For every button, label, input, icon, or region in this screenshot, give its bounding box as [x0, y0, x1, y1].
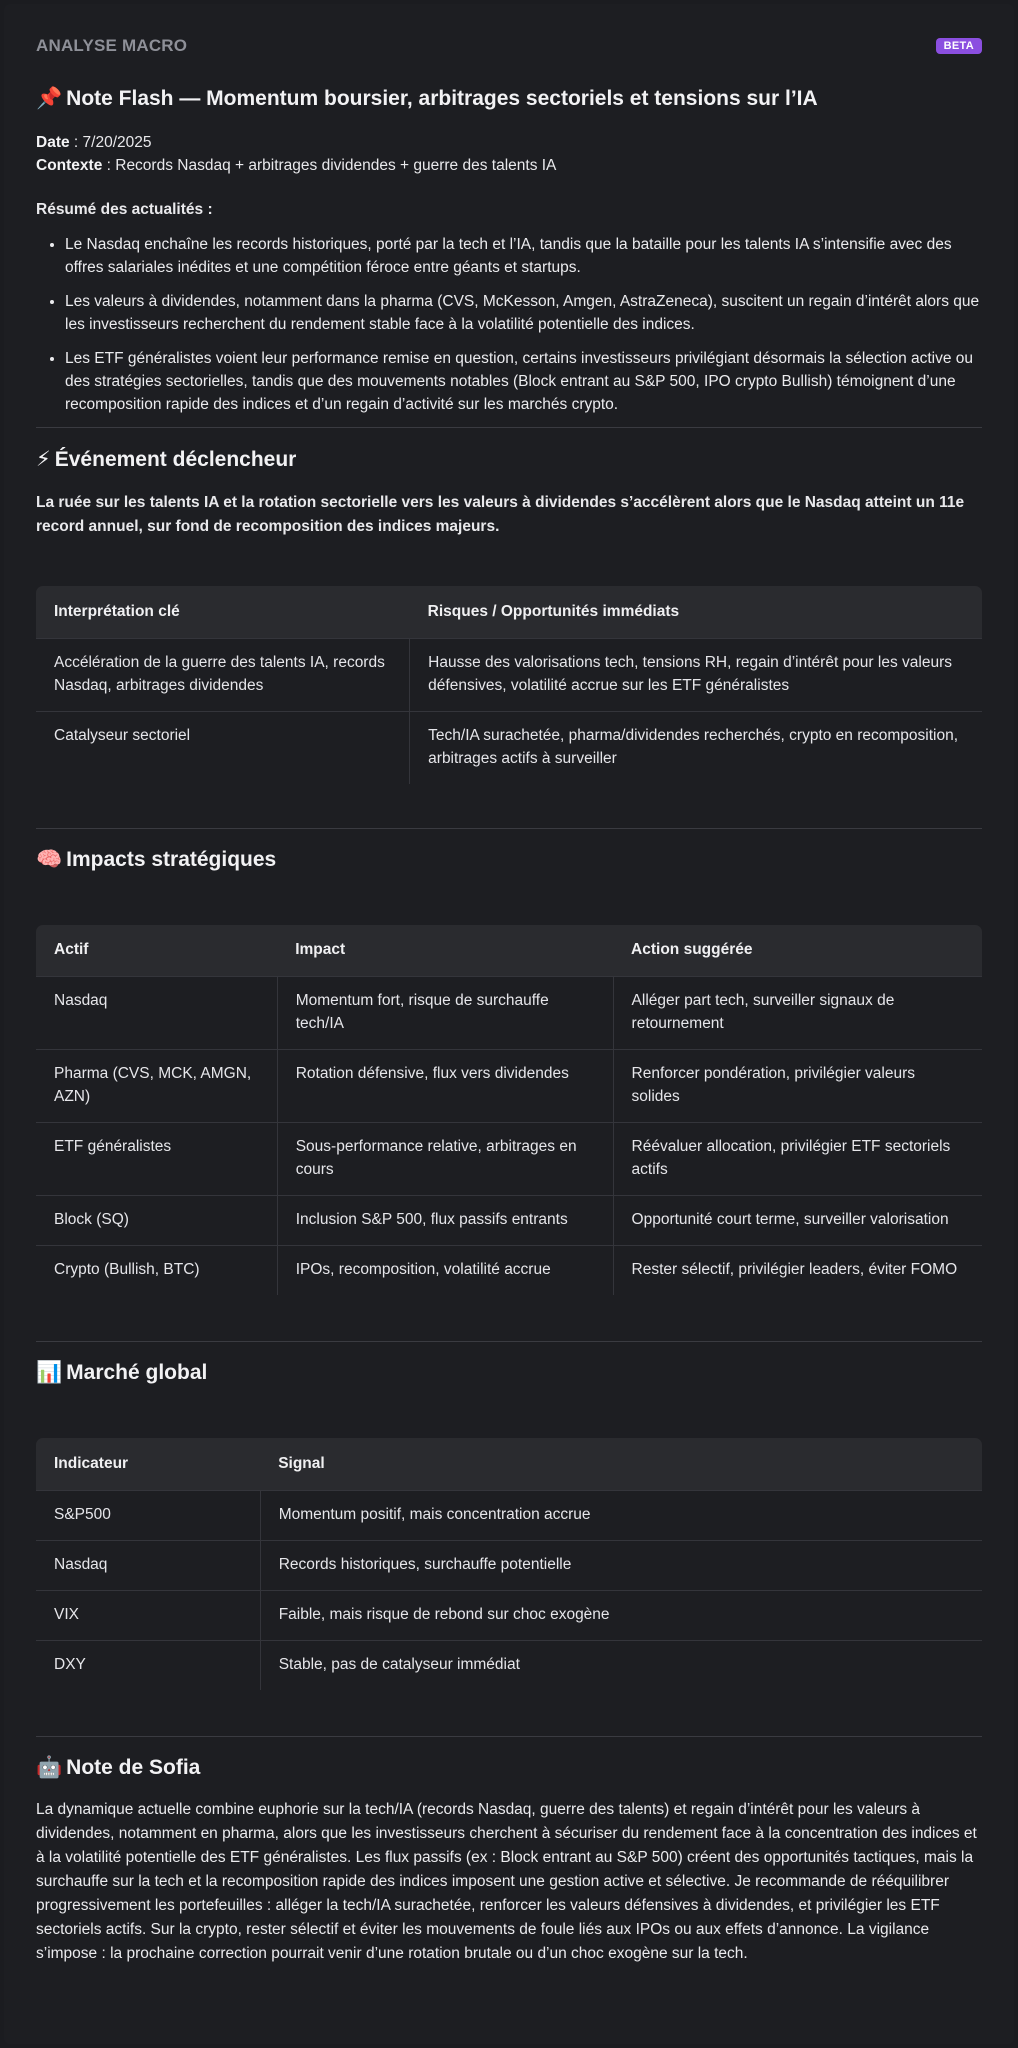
table-row [36, 1540, 982, 1590]
column-header: Actif [36, 925, 277, 977]
date-label: Date [36, 134, 70, 151]
date-value: : 7/20/2025 [69, 134, 152, 151]
pushpin-icon: 📌 [36, 86, 63, 110]
table-cell: Alléger part tech, surveiller signaux de retournement [613, 977, 982, 1050]
table-row [36, 977, 982, 1050]
column-header: Indicateur [36, 1438, 260, 1490]
impacts-title: Impacts stratégiques [66, 847, 277, 871]
context-value: : Records Nasdaq + arbitrages dividendes + guerre des talents IA [102, 157, 557, 174]
table-cell: Rotation défensive, flux vers dividendes [277, 1050, 613, 1123]
table-cell: Nasdaq [36, 977, 277, 1050]
news-item: • Les ETF généralistes voient leur performance remise en question, certains investisseurs privilégiant désormais la sélection active ou des stratégies sectorielles, tandis que des mouvements notables (Block entrant au S&P 500, IPO crypto Bullish) témoignent d’une recomposition rapide des indices et d’un regain d’activité sur les marchés crypto. [65, 347, 982, 416]
news-item: • Les valeurs à dividendes, notamment dans la pharma (CVS, McKesson, Amgen, AstraZeneca), suscitent un regain d’intérêt alors que les investisseurs recherchent du rendement stable face à la volatilité potentielle des indices. [65, 290, 982, 336]
table-row [36, 1050, 982, 1123]
sofia-heading [36, 1753, 982, 1782]
table-cell: Nasdaq [36, 1540, 260, 1590]
table-cell: Renforcer pondération, privilégier valeurs solides [613, 1050, 982, 1123]
impacts-table [36, 925, 982, 1296]
market-table [36, 1438, 982, 1690]
top-bar [36, 34, 982, 58]
page-title [36, 84, 982, 113]
table-cell: Sous-performance relative, arbitrages en cours [277, 1123, 613, 1196]
table-cell: Inclusion S&P 500, flux passifs entrants [277, 1196, 613, 1246]
table-cell: Pharma (CVS, MCK, AMGN, AZN) [36, 1050, 277, 1123]
market-title: Marché global [66, 1361, 208, 1384]
divider [36, 828, 982, 829]
trigger-table-wrapper [36, 586, 982, 784]
impacts-heading [36, 845, 982, 874]
table-cell: ETF généralistes [36, 1123, 277, 1196]
market-heading [36, 1358, 982, 1387]
table-row [36, 638, 982, 711]
bar-chart-icon: 📊 [36, 1360, 63, 1384]
table-cell: Opportunité court terme, surveiller valorisation [613, 1196, 982, 1246]
brain-icon: 🧠 [36, 846, 63, 871]
table-row [36, 1640, 982, 1690]
page-title-text: Note Flash — Momentum boursier, arbitrages sectoriels et tensions sur l’IA [66, 87, 818, 110]
table-cell: Records historiques, surchauffe potentielle [260, 1540, 982, 1590]
table-cell: Hausse des valorisations tech, tensions RH, regain d’intérêt pour les valeurs défensives, volatilité accrue sur les ETF généralistes [410, 638, 982, 711]
divider [36, 1341, 982, 1342]
table-cell: S&P500 [36, 1490, 260, 1540]
table-cell: Accélération de la guerre des talents IA, records Nasdaq, arbitrages dividendes [36, 638, 410, 711]
lightning-icon: ⚡ [36, 447, 51, 471]
robot-icon: 🤖 [36, 1754, 63, 1779]
date-line [36, 131, 982, 154]
summary-title: Résumé des actualités : [36, 201, 213, 218]
table-cell: DXY [36, 1640, 260, 1690]
table-header-row [36, 925, 982, 977]
context-label: Contexte [36, 157, 103, 174]
divider [36, 1736, 982, 1737]
trigger-heading [36, 445, 982, 474]
table-cell: Faible, mais risque de rebond sur choc exogène [260, 1590, 982, 1640]
table-cell: Momentum fort, risque de surchauffe tech/IA [277, 977, 613, 1050]
trigger-table [36, 586, 982, 784]
column-header: Interprétation clé [36, 586, 410, 638]
column-header: Action suggérée [613, 925, 982, 977]
report-card [4, 4, 1014, 2044]
table-header-row [36, 586, 982, 638]
table-row [36, 1123, 982, 1196]
column-header: Risques / Opportunités immédiats [410, 586, 982, 638]
table-cell: IPOs, recomposition, volatilité accrue [277, 1246, 613, 1296]
table-cell: Tech/IA surachetée, pharma/dividendes recherchés, crypto en recomposition, arbitrages actifs à surveiller [410, 711, 982, 784]
impacts-table-wrapper [36, 925, 982, 1296]
sofia-note: La dynamique actuelle combine euphorie sur la tech/IA (records Nasdaq, guerre des talents) et regain d’intérêt pour les valeurs à dividendes, notamment en pharma, alors que les investisseurs cherchent à sécuriser du rendement face à la concentration des indices et à la volatilité potentielle des ETF généralistes. Les flux passifs (ex : Block entrant au S&P 500) créent des opportunités tactiques, mais la surchauffe sur la tech et la recomposition rapide des indices imposent une gestion active et sélective. Je recommande de rééquilibrer progressivement les portefeuilles : alléger la tech/IA surachetée, renforcer les valeurs défensives à dividendes, et privilégier les ETF sectoriels actifs. Sur la crypto, rester sélectif et éviter les mouvements de foule liés aux IPOs ou aux effets d’annonce. La vigilance s’impose : la prochaine correction pourrait venir d’une rotation brutale ou d’un choc exogène sur la tech. [36, 1800, 977, 1962]
market-table-wrapper [36, 1438, 982, 1690]
table-row [36, 711, 982, 784]
column-header: Impact [277, 925, 613, 977]
table-row [36, 1490, 982, 1540]
table-cell: Réévaluer allocation, privilégier ETF sectoriels actifs [613, 1123, 982, 1196]
news-list [36, 233, 982, 416]
table-header-row [36, 1438, 982, 1490]
table-cell: Catalyseur sectoriel [36, 711, 410, 784]
table-row [36, 1246, 982, 1296]
meta-info [36, 131, 982, 177]
column-header: Signal [260, 1438, 982, 1490]
table-row [36, 1196, 982, 1246]
table-cell: Rester sélectif, privilégier leaders, éviter FOMO [613, 1246, 982, 1296]
divider [36, 427, 982, 428]
table-cell: Momentum positif, mais concentration accrue [260, 1490, 982, 1540]
table-cell: Block (SQ) [36, 1196, 277, 1246]
trigger-title: Événement déclencheur [54, 448, 297, 471]
table-cell: VIX [36, 1590, 260, 1640]
trigger-lead: La ruée sur les talents IA et la rotation sectorielle vers les valeurs à dividendes s’accélèrent alors que le Nasdaq atteint un 11e record annuel, sur fond de recomposition des indices majeurs. [36, 494, 965, 535]
table-row [36, 1590, 982, 1640]
app-label: ANALYSE MACRO [36, 36, 188, 55]
beta-badge: BETA [936, 38, 982, 54]
table-cell: Crypto (Bullish, BTC) [36, 1246, 277, 1296]
context-line [36, 154, 982, 177]
sofia-title: Note de Sofia [66, 1755, 201, 1779]
news-item: • Le Nasdaq enchaîne les records historiques, porté par la tech et l’IA, tandis que la bataille pour les talents IA s’intensifie avec des offres salariales inédites et une compétition féroce entre géants et startups. [65, 233, 982, 279]
table-cell: Stable, pas de catalyseur immédiat [260, 1640, 982, 1690]
